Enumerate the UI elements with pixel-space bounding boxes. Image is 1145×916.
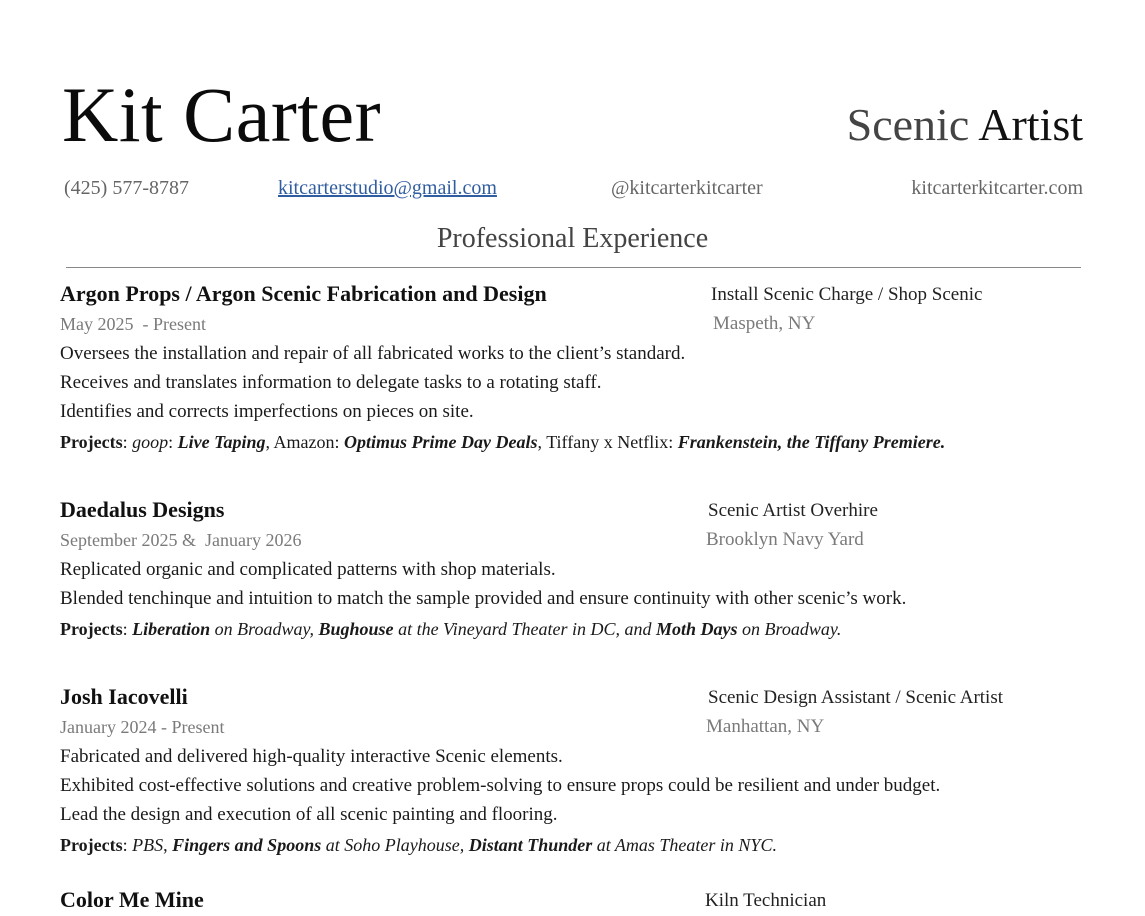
position-title: Scenic Design Assistant / Scenic Artist xyxy=(708,687,1004,708)
position-title: Kiln Technician xyxy=(705,890,827,911)
project-title: Live Taping xyxy=(177,432,266,452)
company-name: Daedalus Designs xyxy=(60,497,225,522)
responsibility-line: Exhibited cost-effective solutions and creative problem-solving to ensure props could be resilient and under budget. xyxy=(60,775,941,796)
job-location: Manhattan, NY xyxy=(706,716,825,737)
projects-part: at Amas Theater in NYC. xyxy=(592,835,777,855)
project-title: Liberation xyxy=(132,619,211,639)
projects-part: , xyxy=(163,835,173,855)
section-divider xyxy=(66,267,1081,268)
responsibility-line: Lead the design and execution of all scenic painting and flooring. xyxy=(60,804,558,825)
phone-number: (425) 577-8787 xyxy=(64,177,189,199)
website-url: kitcarterkitcarter.com xyxy=(911,177,1083,199)
projects-label: Projects xyxy=(60,432,123,452)
projects-part: : xyxy=(168,432,178,452)
projects-part: at Soho Playhouse, xyxy=(321,835,469,855)
projects-part: , Amazon: xyxy=(265,432,345,452)
job-entry xyxy=(60,885,1080,915)
projects-label: Projects xyxy=(60,619,123,639)
projects-part: : xyxy=(122,835,133,855)
projects-part: : xyxy=(122,432,133,452)
responsibility-line: Identifies and corrects imperfections on pieces on site. xyxy=(60,401,474,422)
employment-dates: May 2025 - Present xyxy=(60,314,206,334)
projects-part: on Broadway. xyxy=(737,619,842,639)
email-link[interactable]: kitcarterstudio@gmail.com xyxy=(278,177,497,199)
project-title: Distant Thunder xyxy=(468,835,593,855)
employment-dates: September 2025 & January 2026 xyxy=(60,530,302,550)
responsibility-line: Receives and translates information to delegate tasks to a rotating staff. xyxy=(60,372,602,393)
job-title-word-2: Artist xyxy=(978,99,1083,150)
projects-line xyxy=(60,426,1080,458)
job-location: Maspeth, NY xyxy=(713,313,816,334)
job-title-heading xyxy=(846,99,1083,150)
projects-label: Projects xyxy=(60,835,123,855)
project-title: Frankenstein, the Tiffany Premiere. xyxy=(677,432,946,452)
position-title: Scenic Artist Overhire xyxy=(708,500,878,521)
responsibility-line: Blended tenchinque and intuition to match the sample provided and ensure continuity with other scenic’s work. xyxy=(60,588,907,609)
job-entry xyxy=(60,682,1080,861)
job-entry xyxy=(60,279,1080,458)
company-name: Josh Iacovelli xyxy=(60,684,188,709)
company-name: Color Me Mine xyxy=(60,887,204,912)
job-title-word-1: Scenic xyxy=(846,99,970,150)
responsibility-line: Fabricated and delivered high-quality interactive Scenic elements. xyxy=(60,746,563,767)
project-title: Optimus Prime Day Deals xyxy=(344,432,538,452)
section-title-experience: Professional Experience xyxy=(436,223,709,254)
responsibility-line: Replicated organic and complicated patterns with shop materials. xyxy=(60,559,556,580)
company-name: Argon Props / Argon Scenic Fabrication and Design xyxy=(60,281,547,306)
position-title: Install Scenic Charge / Shop Scenic xyxy=(711,284,983,305)
projects-line xyxy=(60,613,1080,645)
job-location: Brooklyn Navy Yard xyxy=(706,529,864,550)
social-handle: @kitcarterkitcarter xyxy=(611,177,763,199)
projects-line xyxy=(60,829,1080,861)
project-title: Fingers and Spoons xyxy=(172,835,322,855)
projects-part: at the Vineyard Theater in DC, and xyxy=(393,619,657,639)
projects-part: , Tiffany x Netflix: xyxy=(537,432,678,452)
projects-part: goop xyxy=(132,432,169,452)
responsibility-line: Oversees the installation and repair of all fabricated works to the client’s standard. xyxy=(60,343,686,364)
projects-part: PBS xyxy=(132,835,164,855)
projects-part: on Broadway, xyxy=(210,619,319,639)
project-title: Bughouse xyxy=(318,619,394,639)
job-entry xyxy=(60,495,1080,645)
project-title: Moth Days xyxy=(656,619,738,639)
projects-part: : xyxy=(122,619,133,639)
employment-dates: January 2024 - Present xyxy=(60,717,225,737)
candidate-name: Kit Carter xyxy=(62,71,382,158)
